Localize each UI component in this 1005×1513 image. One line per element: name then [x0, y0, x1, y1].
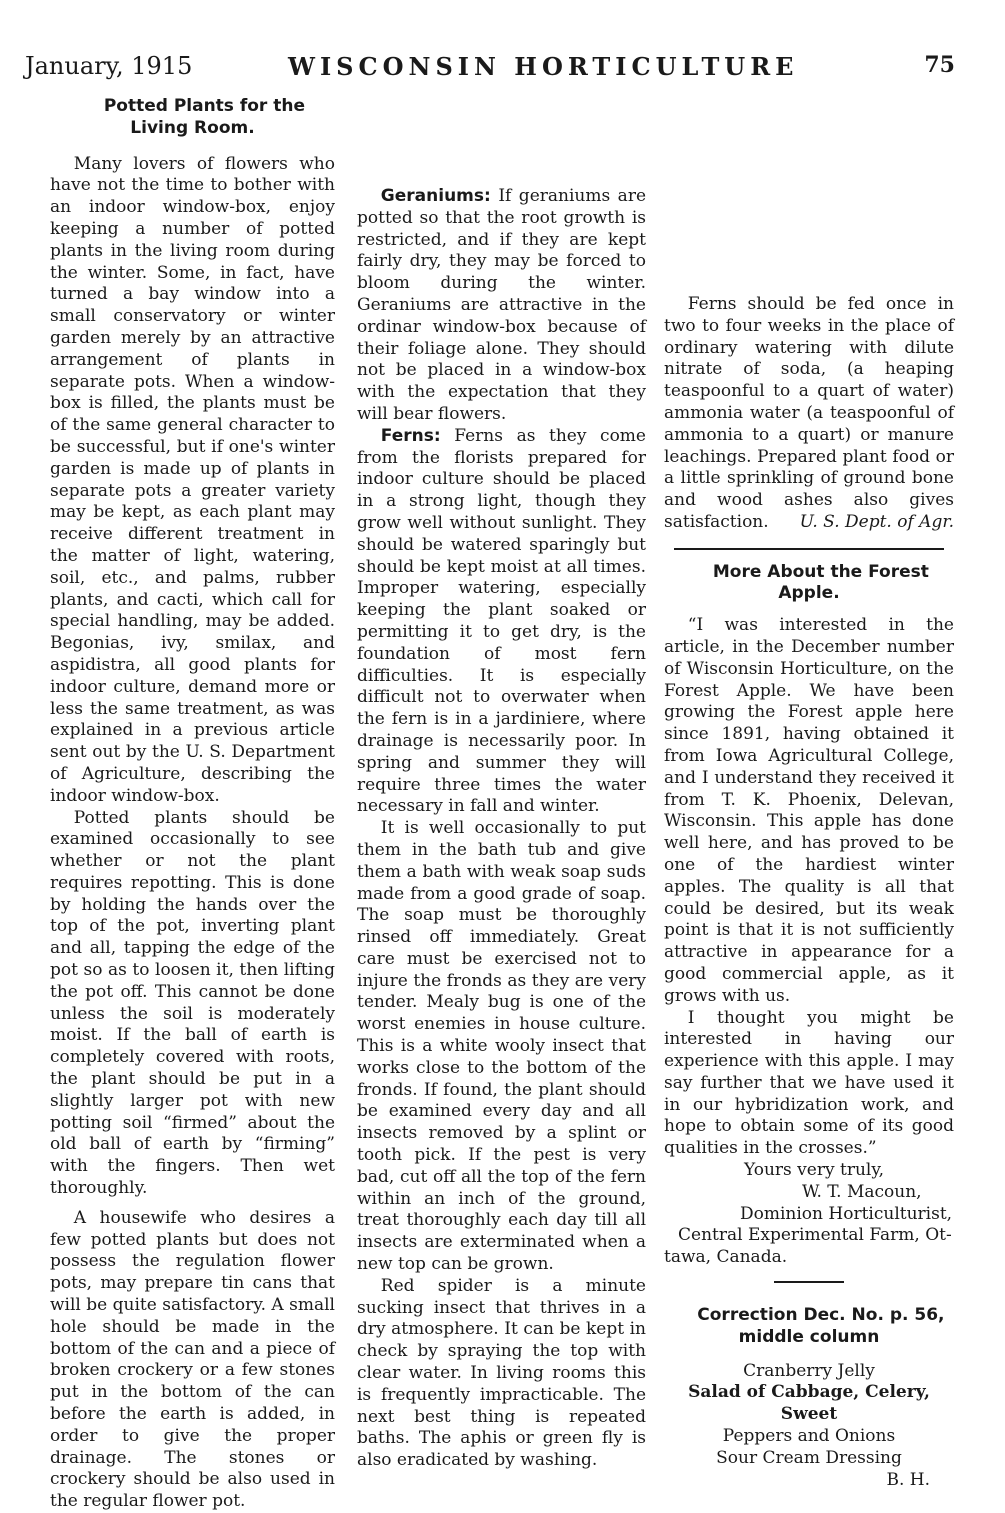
geraniums-text: If geraniums are potted so that the root growth is restricted, and if they are kept fairly dry, they may be forced to bloom during the winter. Geraniums are attractive in the ordinar window-box because of their foliage alone. They should not be placed in a window-box with the expectation that they will bear flowers. [357, 186, 646, 424]
ferns-label: Ferns: [380, 425, 441, 446]
paragraph: I thought you might be interested in having our experience with this apple. I may say further that we have used it in our hybridization work, and hope to obtain some of its good qualities in the crosses.” [664, 1007, 954, 1159]
signature-location: tawa, Canada. [664, 1247, 788, 1268]
journal-title: WISCONSIN HORTICULTURE [288, 52, 799, 81]
signature-title: Dominion Horticulturist, [740, 1203, 953, 1224]
article-title-correction: Correction Dec. No. p. 56, middle column [697, 1305, 945, 1347]
signature-name: W. T. Macoun, [802, 1181, 922, 1202]
issue-date: January, 1915 [25, 52, 193, 80]
ferns-paragraph [357, 426, 646, 818]
page-header [25, 52, 955, 88]
paragraph: Many lovers of flowers who have not the time to bother with an indoor window-box, enjoy keeping a number of potted plants in the living room during the winter. Some, in fact, have turned a bay window into a small conservatory or winter garden merely by an attractive arrangement of plants in separate pots. When a window-box is filled, the plants must be of the same general character to be successful, but if one's winter garden is made up of plants in separate pots a greater variety may be kept, as each plant may receive different treatment in the matter of light, watering, soil, etc., and palms, rubber plants, and cacti, which call for special handling, may be added. Begonias, ivy, smilax, and aspidistra, all good plants for indoor culture, demand more or less the same treatment, as was explained in a previous article sent out by the U. S. Department of Agriculture, describing the indoor window-box. [50, 153, 335, 806]
recipe-line: Cranberry Jelly [743, 1360, 875, 1381]
column-right [664, 96, 954, 1491]
geraniums-paragraph [357, 186, 646, 426]
signature-closing: Yours very truly, [744, 1160, 885, 1181]
recipe-line: Sour Cream Dressing [716, 1447, 902, 1468]
paragraph: Potted plants should be examined occasionally to see whether or not the plant requires repotting. This is done by holding the hands over the top of the pot, inverting plant and all, tapping the edge of the pot so as to loosen it, then lifting the pot off. This cannot be done unless the soil is moderately moist. If the ball of earth is completely covered with roots, the plant should be put in a slightly larger pot with new potting soil “firmed” about the old ball of earth by “firming” with the fingers. Then wet thoroughly. [50, 807, 335, 1199]
paragraph: Ferns should be fed once in two to four weeks in the place of ordinary watering with dilute nitrate of soda, (a heaping teaspoonful to a quart of water) ammonia water (a teaspoonful of ammonia to a quart) or manure leachings. Prepared plant food or a little sprinkling of ground bone and wood ashes also gives satisfaction. [664, 294, 954, 532]
paragraph: It is well occasionally to put them in the bath tub and give them a bath with weak soap suds made from a good grade of soap. The soap must be thoroughly rinsed off immediately. Great care must be exercised not to injure the fronds as they are very tender. Mealy bug is one of the worst enemies in house culture. This is a white wooly insect that works close to the bottom of the fronds. If found, the plant should be examined every day and all insects removed by a splint or tooth pick. If the pest is very bad, cut off all the top of the fern within an inch of the ground, treat thoroughly each day till all insects are exterminated when a new top can be grown. [357, 818, 646, 1275]
author-initials: B. H. [886, 1469, 930, 1490]
source-attribution: U. S. Dept. of Agr. [799, 511, 954, 532]
article-title-forest-apple: More About the Forest Apple. [712, 561, 929, 604]
paragraph: A housewife who desires a few potted plants but does not possess the regulation flower pots, may prepare tin cans that will be quite satisfactory. A small hole should be made in the bottom of the can and a piece of broken crockery or a few stones put in the bottom of the can before the earth is added, in order to give the proper drainage. The stones or crockery should be also used in the regular flower pot. [50, 1207, 335, 1512]
signature-organization: Central Experimental Farm, Ot- [678, 1225, 952, 1246]
paragraph: “I was interested in the article, in the December number of Wisconsin Horticulture, on the Forest Apple. We have been growing the Forest apple here since 1891, having obtained it from Iowa Agricultural College, and I understand they received it from T. K. Phoenix, Delevan, Wisconsin. This apple has done well here, and has proved to be one of the hardiest winter apples. The quality is all that could be desired, but its weak point is that it is not sufficiently attractive in appearance for a good commercial apple, as it grows with us. [664, 615, 954, 1006]
column-left [50, 96, 335, 1513]
recipe-line: Salad of Cabbage, Celery, Sweet [688, 1382, 930, 1425]
paragraph: Red spider is a minute sucking insect that thrives in a dry atmosphere. It can be kept in check by spraying the top with clear water. In living rooms this is frequently impracticable. The next best thing is repeated baths. The aphis or green fly is also eradicated by washing. [357, 1275, 646, 1471]
article-title-potted-plants: Potted Plants for the Living Room. [103, 96, 305, 138]
page-number: 75 [924, 52, 955, 78]
ferns-text: Ferns as they come from the florists prepared for indoor culture should be placed in a strong light, though they grow well without sunlight. They should be watered sparingly but should be kept moist at all times. Improper watering, especially keeping the plant soaked or permitting it to get dry, is the foundation of most fern difficulties. It is especially difficult not to overwater when the fern is in a jardiniere, where drainage is necessarily poor. In spring and summer they will require three times the water necessary in fall and winter. [357, 425, 646, 817]
recipe-line: Peppers and Onions [722, 1426, 896, 1447]
column-middle [357, 98, 646, 1472]
geraniums-label: Geraniums: [380, 186, 491, 206]
